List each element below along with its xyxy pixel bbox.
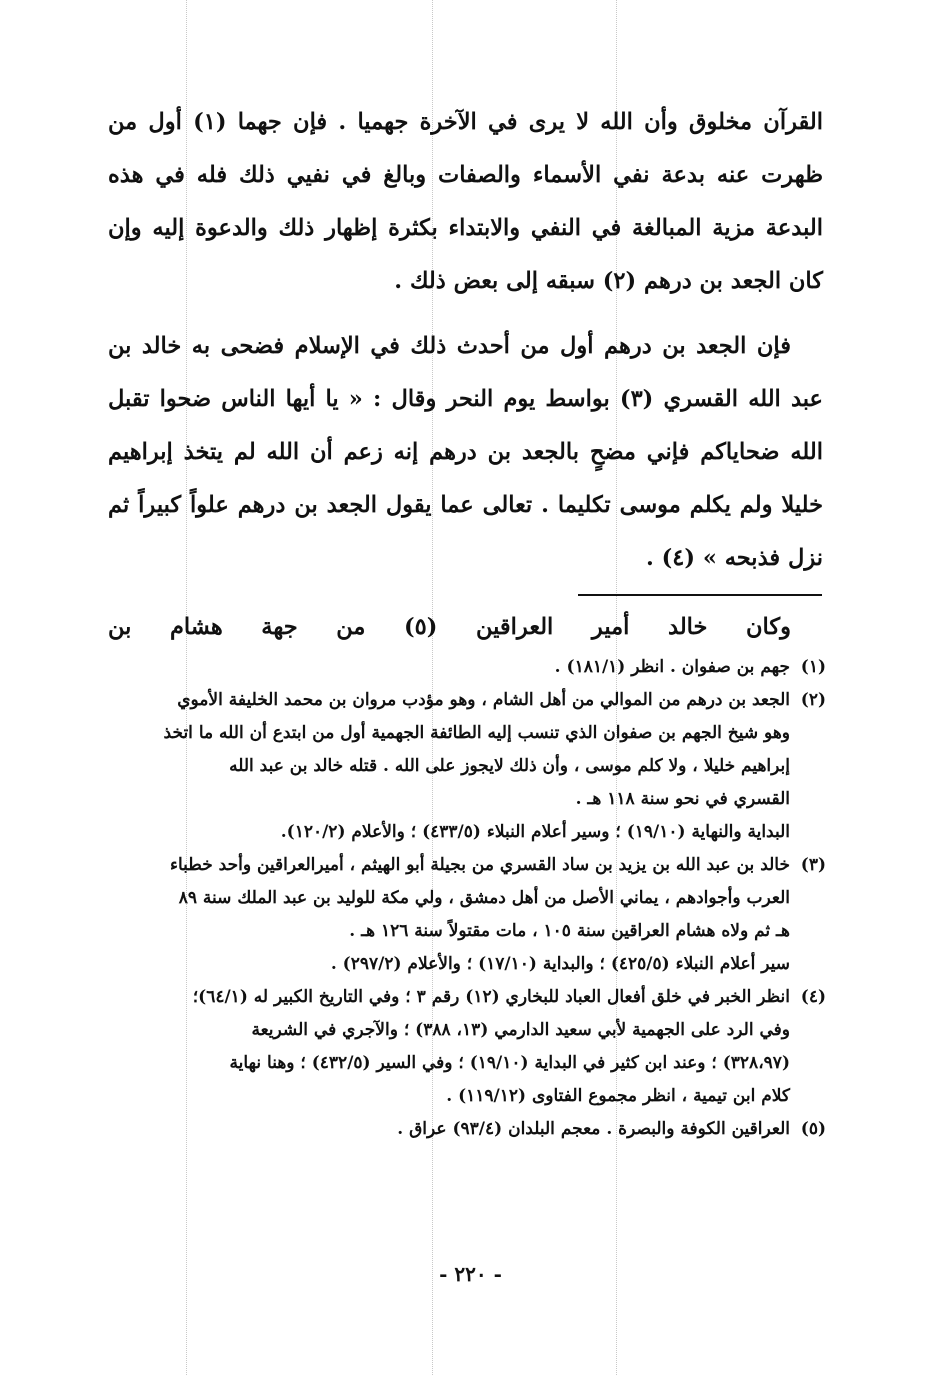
paragraph-3-text: وكان خالد أمير العراقين (٥) من جهة هشام بن xyxy=(108,614,791,640)
footnote-text xyxy=(108,651,790,684)
footnote-line: هـ ثم ولاه هشام العراقين سنة ١٠٥ ، مات مقتولاً سنة ١٢٦ هـ . xyxy=(349,921,790,941)
footnote-line: سير أعلام النبلاء (٤٢٥/٥) ؛ والبداية (١٧/١٠) ؛ والأعلام (٢٩٧/٢) . xyxy=(330,954,790,974)
footnote-1 xyxy=(108,651,826,684)
footnote-4 xyxy=(108,981,826,1113)
footnote-3 xyxy=(108,849,826,981)
footnote-text xyxy=(108,684,790,849)
footnote-text xyxy=(108,849,790,981)
footnote-text xyxy=(108,1113,790,1146)
footnote-line: إبراهيم خليلا ، ولا كلم موسى ، وأن ذلك لايجوز على الله . قتله خالد بن عبد الله xyxy=(229,756,790,776)
footnote-number: (٤) xyxy=(800,987,826,1007)
footnote-line: الجعد بن درهم من الموالي من أهل الشام ، وهو مؤدب مروان بن محمد الخليفة الأموي xyxy=(177,690,790,710)
footnote-line: كلام ابن تيمية ، انظر مجموع الفتاوى (١١٩/١٢) . xyxy=(446,1086,790,1106)
footnote-number: (١) xyxy=(800,657,826,677)
footnote-line: البداية والنهاية (١٩/١٠) ؛ وسير أعلام النبلاء (٤٣٣/٥) ؛ والأعلام (١٢٠/٢). xyxy=(280,822,790,842)
footnote-line: (٣٢٨،٩٧) ؛ وعند ابن كثير في البداية (١٩/١٠) ؛ وفي السير (٤٣٢/٥) ؛ وهنا نهاية xyxy=(229,1053,790,1073)
footnote-line: خالد بن عبد الله بن يزيد بن ساد القسري من بجيلة أبو الهيثم ، أميرالعراقين وأحد خطباء xyxy=(170,855,790,875)
paragraph-1: القرآن مخلوق وأن الله لا يرى في الآخرة جهميا . فإن جهما (١) أول من ظهرت عنه بدعة نفي الأسماء والصفات وبالغ في نفيي ذلك فله في هذه البدعة مزية المبالغة في النفي والابتداء بكثرة إظهار ذلك والدعوة إليه وإن كان الجعد بن درهم (٢) سبقه إلى بعض ذلك . xyxy=(108,109,823,294)
footnote-number: (٢) xyxy=(800,690,826,710)
footnote-line: وفي الرد على الجهمية لأبي سعيد الدارمي (١٣، ٣٨٨) ؛ والآجري في الشريعة xyxy=(251,1020,790,1040)
footnote-line: العرب وأجوادهم ، يماني الأصل من أهل دمشق ، ولي مكة للوليد بن عبد الملك سنة ٨٩ xyxy=(178,888,790,908)
footnotes xyxy=(108,651,826,1146)
paragraph-2-text: فإن الجعد بن درهم أول من أحدث ذلك في الإسلام فضحى به خالد بن عبد الله القسري (٣) بواسط يوم النحر وقال : « يا أيها الناس ضحوا تقبل الله ضحاياكم فإني مضحٍ بالجعد بن درهم إنه زعم أن الله لم يتخذ إبراهيم خليلا ولم يكلم موسى تكليما . تعالى عما يقول الجعد بن درهم علواً كبيراً ثم نزل فذبحه » (٤) . xyxy=(108,333,823,571)
footnote-line: العراقين الكوفة والبصرة . معجم البلدان (٩٣/٤) عراق . xyxy=(397,1119,790,1139)
footnote-5 xyxy=(108,1113,826,1146)
footnote-text xyxy=(108,981,790,1113)
footnote-line: انظر الخبر في خلق أفعال العباد للبخاري (١٢) رقم ٣ ؛ وفي التاريخ الكبير له (٦٤/١)؛ xyxy=(192,987,790,1007)
paragraph-2 xyxy=(108,320,823,585)
footnote-separator xyxy=(578,594,822,596)
main-text xyxy=(108,96,823,654)
footnote-line: القسري في نحو سنة ١١٨ هـ . xyxy=(575,789,790,809)
paragraph-3 xyxy=(108,601,823,654)
footnote-line: وهو شيخ الجهم بن صفوان الذي تنسب إليه الطائفة الجهمية أول من ابتدع أن الله ما اتخذ xyxy=(163,723,790,743)
footnote-number: (٣) xyxy=(800,855,826,875)
page-number: - ٢٢٠ - xyxy=(439,1262,502,1286)
footnote-2 xyxy=(108,684,826,849)
footnote-number: (٥) xyxy=(800,1119,826,1139)
footnote-line: جهم بن صفوان . انظر (١٨١/١) . xyxy=(554,657,790,677)
